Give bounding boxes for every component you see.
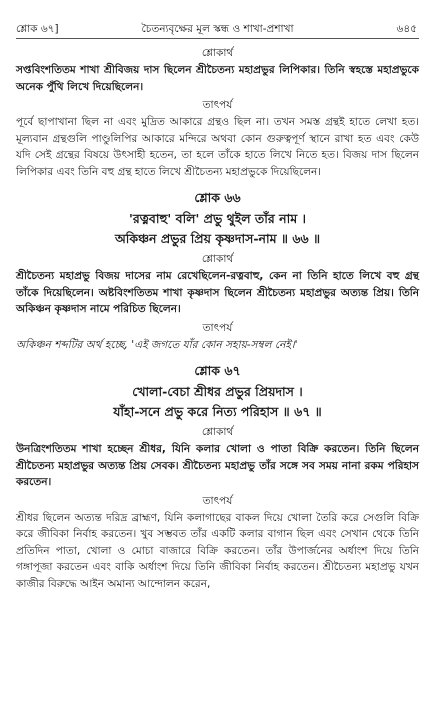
translation-text: উনত্রিংশতিতম শাখা হচ্ছেন শ্রীধর, যিনি কলার খোলা ও পাতা বিক্রি করতেন। তিনি ছিলেন শ্রীচৈতন্য মহাপ্রভুর অত্যন্ত প্রিয় সেবক। শ্রীচৈতন্য মহাপ্রভু তাঁর সঙ্গে সব সময় নানা রকম পরিহাস করতেন। [16, 443, 419, 488]
purport-text: অকিঞ্চন শব্দটির অর্থ হচ্ছে, 'এই জগতে যাঁর কোন সহায়-সম্বল নেই।' [16, 338, 298, 351]
translation-heading: শ্লোকার্থ [201, 426, 234, 438]
verse-66-heading: শ্লোক ৬৬ [194, 190, 241, 205]
verse-67-line-1: খোলা-বেচা শ্রীধর প্রভুর প্রিয়দাস । [132, 384, 303, 399]
header-chapter-title: চৈতন্যবৃক্ষের মূল স্কন্ধ ও শাখা-প্রশাখা [141, 23, 294, 35]
purport-text: পূর্বে ছাপাখানা ছিল না এবং মুদ্রিত আকারে গ্রন্থও ছিল না। তখন সমস্ত গ্রন্থই হাতে লেখা হত। মূল্যবান গ্রন্থগুলি পাণ্ডুলিপির আকারে মন্দিরে অথবা কোন গুরুত্বপূর্ণ স্থানে রাখা হত এবং কেউ যদি সেই গ্রন্থের বিষয়ে উৎসাহী হতেন, তা হলে তাঁকে হাতে লিখে নিতে হত। বিজয় দাস ছিলেন লিপিকার এবং তিনি বহু গ্রন্থ হাতে লিখে শ্রীচৈতন্য মহাপ্রভুকে দিয়েছিলেন। [16, 116, 419, 178]
running-header [16, 20, 419, 39]
verse-67-heading: শ্লোক ৬৭ [194, 363, 241, 378]
translation-text: সপ্তবিংশতিতম শাখা শ্রীবিজয় দাস ছিলেন শ্রীচৈতন্য মহাপ্রভুর লিপিকার। তিনি স্বহস্তে মহাপ্রভুকে অনেক পুঁথি লিখে দিয়েছিলেন। [16, 64, 419, 93]
purport-text: শ্রীধর ছিলেন অত্যন্ত দরিদ্র ব্রাহ্মণ, যিনি কলাগাছের বাকল দিয়ে খোলা তৈরি করে সেগুলি বিক্রি করে জীবিকা নির্বাহ করতেন। খুব সম্ভবত তাঁর একটি কলার বাগান ছিল এবং সেখান থেকে তিনি প্রতিদিন পাতা, খোলা ও মোচা বাজারে বিক্রি করতেন। তাঁর উপার্জনের অর্ধাংশ দিয়ে তিনি গঙ্গাপূজা করতেন এবং বাকি অর্ধাংশ দিয়ে তিনি জীবিকা নির্বাহ করতেন। শ্রীচৈতন্য মহাপ্রভু যখন কাজীর বিরুদ্ধে আইন অমান্য আন্দোলন করেন, [16, 511, 419, 590]
verse-66-line-2: অকিঞ্চন প্রভুর প্রিয় কৃষ্ণদাস-নাম ॥ ৬৬ ॥ [114, 231, 321, 246]
translation-text: শ্রীচৈতন্য মহাপ্রভু বিজয় দাসের নাম রেখেছিলেন-রত্নবাহু, কেন না তিনি হাতে লিখে বহু গ্রন্থ তাঁকে দিয়েছিলেন। অষ্টবিংশতিতম শাখা কৃষ্ণদাস ছিলেন শ্রীচৈতন্য মহাপ্রভুর অত্যন্ত প্রিয়। তিনি অকিঞ্চন কৃষ্ণদাস নামে পরিচিত ছিলেন। [16, 270, 419, 315]
purport-heading: তাৎপর্য [202, 321, 233, 334]
page-number: ৬৪৫ [396, 23, 417, 35]
purport-heading: তাৎপর্য [202, 494, 233, 507]
purport-heading: তাৎপর্য [202, 99, 233, 111]
translation-heading: শ্লোকার্থ [201, 253, 234, 265]
verse-66-line-1: 'রত্নবাহু' বলি' প্রভু থুইল তাঁর নাম । [129, 211, 306, 226]
translation-heading: শ্লোকার্থ [201, 47, 234, 59]
verse-67-line-2: যাঁহা-সনে প্রভু করে নিত্য পরিহাস ॥ ৬৭ ॥ [113, 404, 322, 419]
header-verse-ref: শ্লোক ৬৭] [16, 23, 59, 35]
